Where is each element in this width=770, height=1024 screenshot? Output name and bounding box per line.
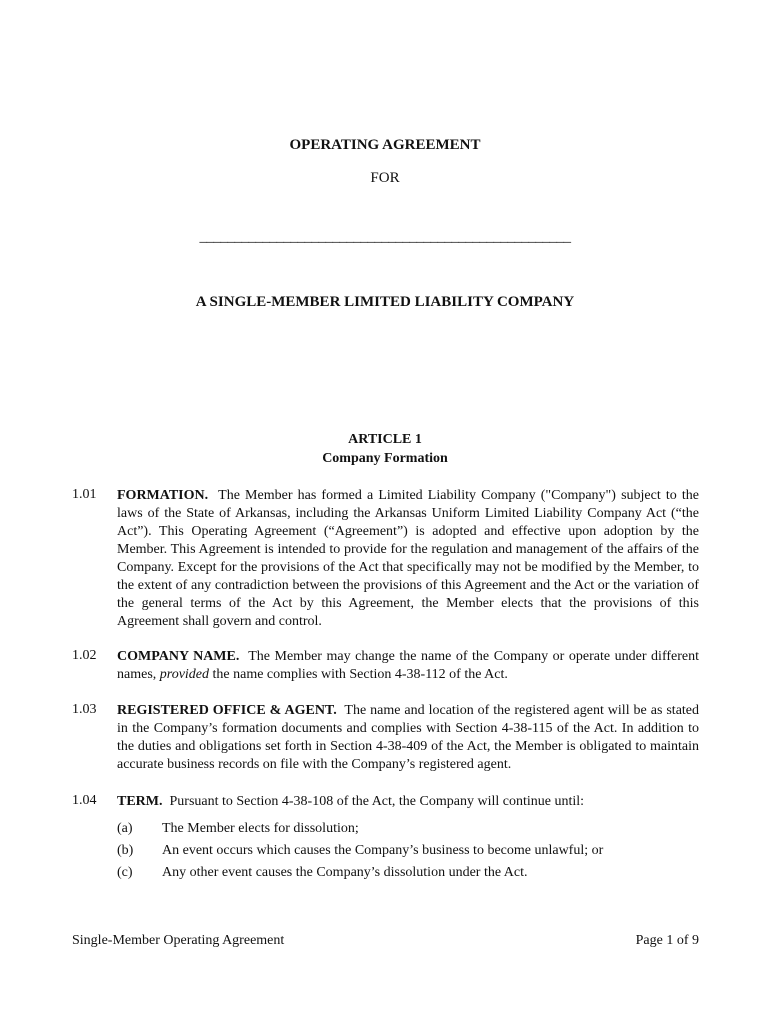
- section-number: 1.04: [72, 793, 97, 808]
- section-text: The Member may change the name of the Company or operate under different names,: [117, 649, 699, 682]
- section-heading: REGISTERED OFFICE & AGENT.: [117, 703, 337, 718]
- section-body: [117, 702, 699, 774]
- section-text-italic: provided: [159, 667, 210, 682]
- section-text: the name complies with Section 4-38-112 of the Act.: [212, 667, 508, 682]
- section-text: Pursuant to Section 4-38-108 of the Act, the Company will continue until:: [169, 794, 585, 809]
- document-subtitle: A SINGLE-MEMBER LIMITED LIABILITY COMPANY: [195, 294, 575, 310]
- section-body: [117, 487, 699, 631]
- section-heading: FORMATION.: [117, 488, 209, 503]
- section-text: The name and location of the registered agent will be as stated in the Company’s formation documents and complies with Section 4-38-115 of the Act. In addition to the duties and obligations set forth in Section 4-38-409 of the Act, the Member is obligated to maintain accurate business records on file with the Company’s registered agent.: [117, 703, 700, 772]
- section-heading: TERM.: [117, 794, 163, 809]
- for-label: FOR: [370, 170, 400, 186]
- section-body: [117, 648, 699, 684]
- section-number: 1.02: [72, 648, 97, 663]
- section-number: 1.03: [72, 702, 97, 717]
- article-name: Company Formation: [322, 451, 448, 466]
- list-item-label: (a): [117, 821, 133, 836]
- section-body: [117, 793, 699, 811]
- list-item-text: An event occurs which causes the Company’s business to become unlawful; or: [162, 843, 604, 858]
- list-item-label: (b): [117, 843, 134, 858]
- company-name-blank: _____________________________________________________: [199, 229, 571, 245]
- section-text: The Member has formed a Limited Liability Company ("Company") subject to the laws of the State of Arkansas, including the Arkansas Uniform Limited Liability Company Act (“the Act”). This Operating Agreement (“Agreement”) is adopted and effective upon adoption by the Member. This Agreement is intended to provide for the regulation and management of the affairs of the Company. Except for the provisions of the Act that specifically may not be modified by the Member, to the extent of any contradiction between the provisions of this Agreement and the Act or the variation of the general terms of the Act by this Agreement, the Member elects that the provisions of this Agreement shall govern and control.: [117, 488, 699, 629]
- page-number: Page 1 of 9: [635, 933, 699, 948]
- footer-title: Single-Member Operating Agreement: [72, 933, 285, 948]
- list-item-text: The Member elects for dissolution;: [162, 821, 359, 836]
- article-number: ARTICLE 1: [348, 432, 422, 447]
- section-number: 1.01: [72, 487, 97, 502]
- document-title: OPERATING AGREEMENT: [289, 137, 481, 153]
- section-heading: COMPANY NAME.: [117, 649, 240, 664]
- list-item-text: Any other event causes the Company’s dissolution under the Act.: [162, 865, 528, 880]
- list-item-label: (c): [117, 865, 133, 880]
